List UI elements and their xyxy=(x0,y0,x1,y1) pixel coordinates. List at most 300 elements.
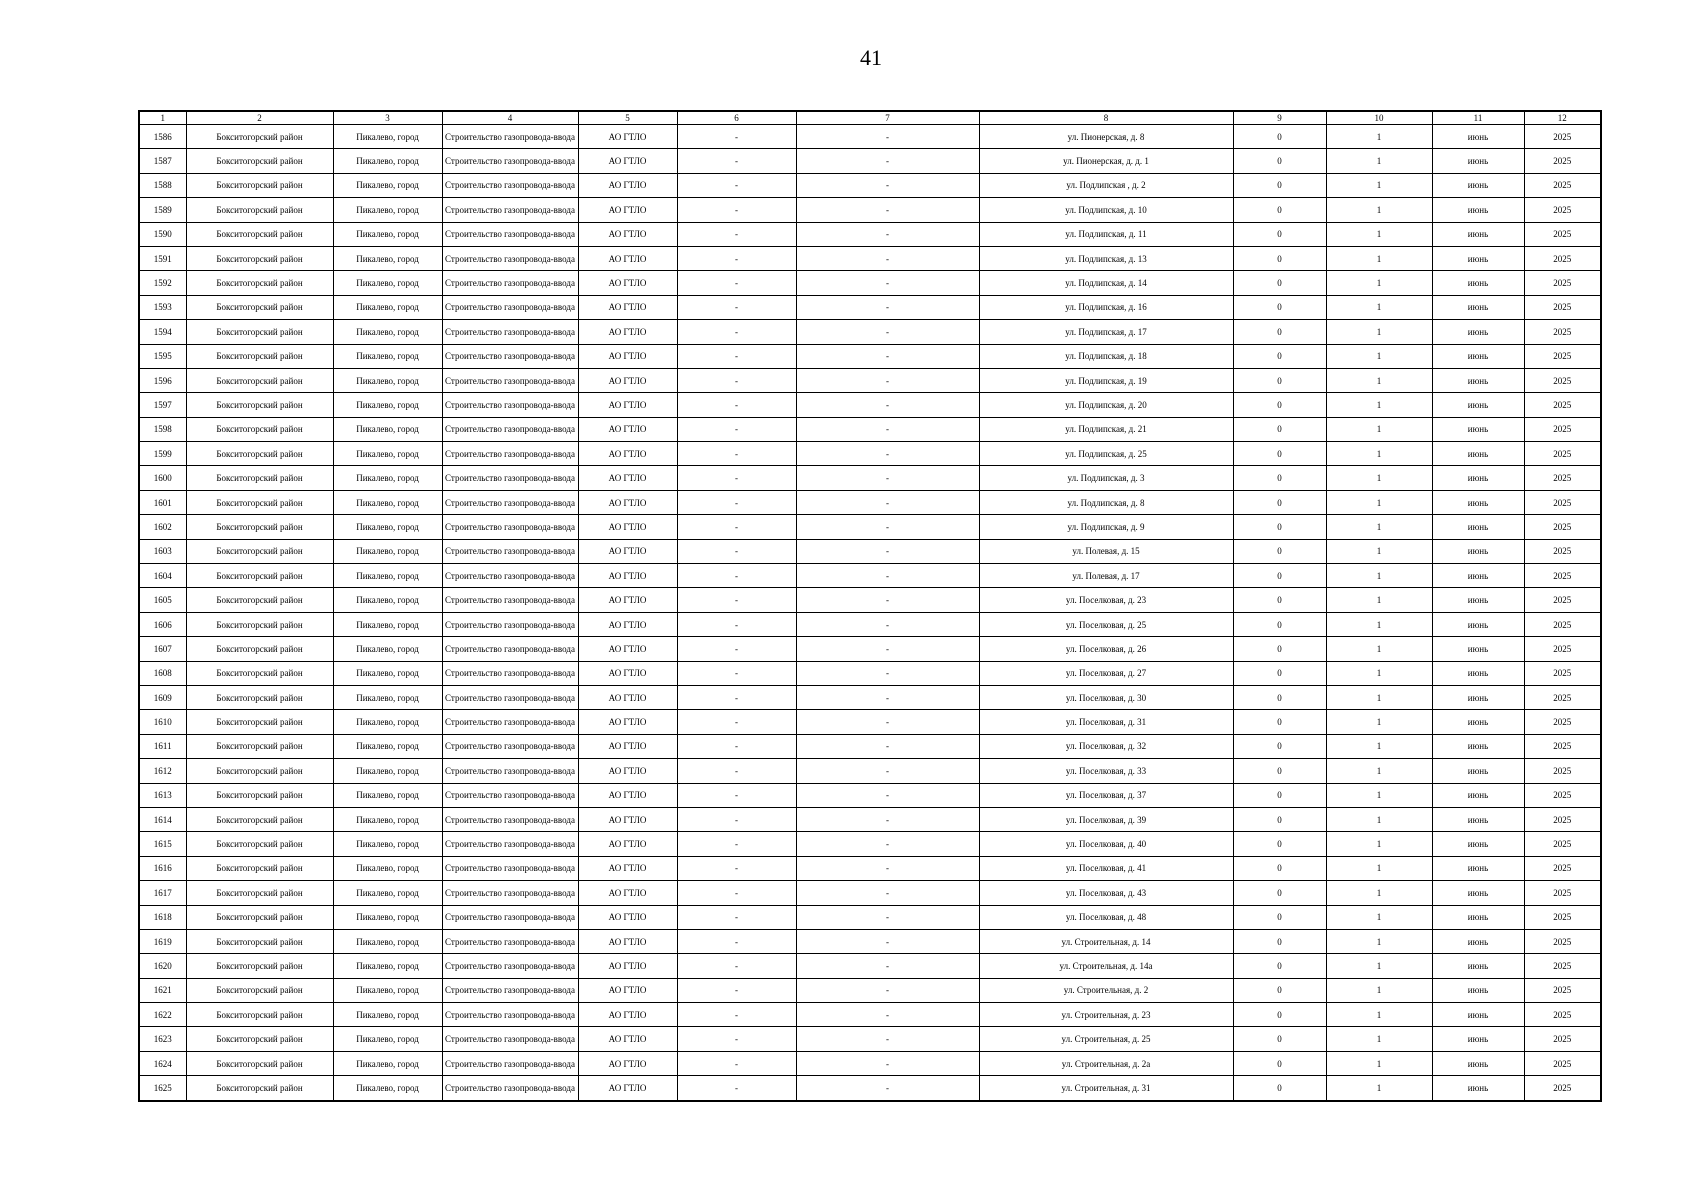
cell-col-10: 1 xyxy=(1326,368,1432,392)
cell-col-6: - xyxy=(677,685,796,709)
cell-work-type: Строительство газопровода-ввода xyxy=(442,490,578,514)
cell-col-7: - xyxy=(796,783,979,807)
column-header-4: 4 xyxy=(442,111,578,125)
cell-col-9: 0 xyxy=(1233,295,1326,319)
cell-settlement: Пикалево, город xyxy=(333,344,442,368)
cell-col-10: 1 xyxy=(1326,807,1432,831)
cell-col-7: - xyxy=(796,685,979,709)
cell-col-10: 1 xyxy=(1326,759,1432,783)
cell-col-7: - xyxy=(796,198,979,222)
cell-col-10: 1 xyxy=(1326,1027,1432,1051)
cell-settlement: Пикалево, город xyxy=(333,149,442,173)
cell-address: ул. Поселковая, д. 30 xyxy=(979,685,1233,709)
cell-col-9: 0 xyxy=(1233,588,1326,612)
cell-col-10: 1 xyxy=(1326,978,1432,1002)
cell-district: Бокситогорский район xyxy=(186,612,333,636)
cell-settlement: Пикалево, город xyxy=(333,612,442,636)
table-row xyxy=(139,149,1601,173)
cell-organization: АО ГТЛО xyxy=(578,734,677,758)
table-row xyxy=(139,588,1601,612)
cell-work-type: Строительство газопровода-ввода xyxy=(442,442,578,466)
table-row xyxy=(139,1003,1601,1027)
cell-organization: АО ГТЛО xyxy=(578,539,677,563)
cell-organization: АО ГТЛО xyxy=(578,905,677,929)
cell-month: июнь xyxy=(1432,1027,1524,1051)
cell-col-6: - xyxy=(677,271,796,295)
table-row xyxy=(139,320,1601,344)
cell-organization: АО ГТЛО xyxy=(578,881,677,905)
cell-district: Бокситогорский район xyxy=(186,1003,333,1027)
column-header-12: 12 xyxy=(1524,111,1601,125)
cell-row-number: 1617 xyxy=(139,881,186,905)
cell-district: Бокситогорский район xyxy=(186,466,333,490)
cell-address: ул. Строительная, д. 14 xyxy=(979,929,1233,953)
table-row xyxy=(139,734,1601,758)
cell-year: 2025 xyxy=(1524,125,1601,149)
cell-settlement: Пикалево, город xyxy=(333,661,442,685)
cell-district: Бокситогорский район xyxy=(186,710,333,734)
cell-col-6: - xyxy=(677,173,796,197)
cell-settlement: Пикалево, город xyxy=(333,515,442,539)
cell-month: июнь xyxy=(1432,1076,1524,1101)
cell-month: июнь xyxy=(1432,442,1524,466)
cell-year: 2025 xyxy=(1524,246,1601,270)
cell-col-7: - xyxy=(796,710,979,734)
cell-address: ул. Подлипская, д. 17 xyxy=(979,320,1233,344)
cell-settlement: Пикалево, город xyxy=(333,905,442,929)
cell-address: ул. Пионерская, д. 8 xyxy=(979,125,1233,149)
cell-col-6: - xyxy=(677,320,796,344)
cell-row-number: 1609 xyxy=(139,685,186,709)
cell-district: Бокситогорский район xyxy=(186,515,333,539)
table-row xyxy=(139,490,1601,514)
cell-organization: АО ГТЛО xyxy=(578,442,677,466)
cell-district: Бокситогорский район xyxy=(186,417,333,441)
cell-organization: АО ГТЛО xyxy=(578,954,677,978)
cell-organization: АО ГТЛО xyxy=(578,1076,677,1101)
cell-address: ул. Поселковая, д. 33 xyxy=(979,759,1233,783)
cell-work-type: Строительство газопровода-ввода xyxy=(442,1051,578,1075)
cell-col-9: 0 xyxy=(1233,783,1326,807)
cell-col-9: 0 xyxy=(1233,222,1326,246)
cell-col-9: 0 xyxy=(1233,393,1326,417)
table-row xyxy=(139,1051,1601,1075)
cell-settlement: Пикалево, город xyxy=(333,685,442,709)
cell-settlement: Пикалево, город xyxy=(333,734,442,758)
cell-year: 2025 xyxy=(1524,564,1601,588)
cell-address: ул. Подлипская, д. 3 xyxy=(979,466,1233,490)
cell-col-6: - xyxy=(677,1003,796,1027)
cell-year: 2025 xyxy=(1524,1076,1601,1101)
cell-col-7: - xyxy=(796,490,979,514)
cell-row-number: 1602 xyxy=(139,515,186,539)
cell-year: 2025 xyxy=(1524,612,1601,636)
cell-month: июнь xyxy=(1432,246,1524,270)
cell-col-10: 1 xyxy=(1326,466,1432,490)
table-row xyxy=(139,368,1601,392)
cell-col-6: - xyxy=(677,661,796,685)
cell-col-6: - xyxy=(677,149,796,173)
cell-month: июнь xyxy=(1432,1003,1524,1027)
cell-col-7: - xyxy=(796,442,979,466)
cell-col-6: - xyxy=(677,881,796,905)
cell-year: 2025 xyxy=(1524,588,1601,612)
cell-col-10: 1 xyxy=(1326,1003,1432,1027)
cell-col-7: - xyxy=(796,856,979,880)
column-header-7: 7 xyxy=(796,111,979,125)
cell-month: июнь xyxy=(1432,588,1524,612)
cell-col-7: - xyxy=(796,637,979,661)
cell-organization: АО ГТЛО xyxy=(578,466,677,490)
cell-month: июнь xyxy=(1432,783,1524,807)
cell-address: ул. Подлипская, д. 14 xyxy=(979,271,1233,295)
cell-address: ул. Поселковая, д. 23 xyxy=(979,588,1233,612)
cell-col-9: 0 xyxy=(1233,1027,1326,1051)
cell-work-type: Строительство газопровода-ввода xyxy=(442,929,578,953)
cell-col-7: - xyxy=(796,881,979,905)
data-table xyxy=(138,110,1602,1102)
cell-work-type: Строительство газопровода-ввода xyxy=(442,710,578,734)
column-header-3: 3 xyxy=(333,111,442,125)
cell-row-number: 1614 xyxy=(139,807,186,831)
table-row xyxy=(139,222,1601,246)
table-row xyxy=(139,125,1601,149)
cell-col-7: - xyxy=(796,246,979,270)
cell-organization: АО ГТЛО xyxy=(578,320,677,344)
cell-organization: АО ГТЛО xyxy=(578,515,677,539)
cell-address: ул. Поселковая, д. 48 xyxy=(979,905,1233,929)
cell-organization: АО ГТЛО xyxy=(578,612,677,636)
cell-month: июнь xyxy=(1432,661,1524,685)
cell-work-type: Строительство газопровода-ввода xyxy=(442,149,578,173)
cell-col-9: 0 xyxy=(1233,1076,1326,1101)
cell-month: июнь xyxy=(1432,832,1524,856)
cell-col-10: 1 xyxy=(1326,344,1432,368)
cell-district: Бокситогорский район xyxy=(186,661,333,685)
cell-settlement: Пикалево, город xyxy=(333,1003,442,1027)
cell-work-type: Строительство газопровода-ввода xyxy=(442,588,578,612)
cell-month: июнь xyxy=(1432,564,1524,588)
table-row xyxy=(139,954,1601,978)
cell-year: 2025 xyxy=(1524,222,1601,246)
cell-col-10: 1 xyxy=(1326,271,1432,295)
cell-col-6: - xyxy=(677,564,796,588)
column-header-2: 2 xyxy=(186,111,333,125)
cell-work-type: Строительство газопровода-ввода xyxy=(442,783,578,807)
cell-organization: АО ГТЛО xyxy=(578,1003,677,1027)
cell-col-7: - xyxy=(796,807,979,831)
cell-work-type: Строительство газопровода-ввода xyxy=(442,368,578,392)
cell-month: июнь xyxy=(1432,490,1524,514)
cell-col-7: - xyxy=(796,466,979,490)
cell-col-6: - xyxy=(677,368,796,392)
cell-col-9: 0 xyxy=(1233,710,1326,734)
cell-organization: АО ГТЛО xyxy=(578,807,677,831)
cell-col-7: - xyxy=(796,832,979,856)
cell-settlement: Пикалево, город xyxy=(333,759,442,783)
table-row xyxy=(139,637,1601,661)
cell-address: ул. Поселковая, д. 37 xyxy=(979,783,1233,807)
table-row xyxy=(139,759,1601,783)
cell-col-10: 1 xyxy=(1326,832,1432,856)
cell-address: ул. Поселковая, д. 26 xyxy=(979,637,1233,661)
cell-col-6: - xyxy=(677,588,796,612)
cell-district: Бокситогорский район xyxy=(186,125,333,149)
table-header xyxy=(139,111,1601,125)
cell-district: Бокситогорский район xyxy=(186,222,333,246)
cell-year: 2025 xyxy=(1524,661,1601,685)
cell-col-9: 0 xyxy=(1233,1051,1326,1075)
cell-month: июнь xyxy=(1432,978,1524,1002)
table-row xyxy=(139,393,1601,417)
table-row xyxy=(139,832,1601,856)
cell-col-6: - xyxy=(677,978,796,1002)
cell-year: 2025 xyxy=(1524,1003,1601,1027)
cell-year: 2025 xyxy=(1524,881,1601,905)
cell-year: 2025 xyxy=(1524,759,1601,783)
cell-work-type: Строительство газопровода-ввода xyxy=(442,1076,578,1101)
cell-district: Бокситогорский район xyxy=(186,856,333,880)
cell-col-10: 1 xyxy=(1326,881,1432,905)
cell-settlement: Пикалево, город xyxy=(333,637,442,661)
cell-work-type: Строительство газопровода-ввода xyxy=(442,661,578,685)
cell-col-10: 1 xyxy=(1326,1051,1432,1075)
cell-district: Бокситогорский район xyxy=(186,954,333,978)
cell-year: 2025 xyxy=(1524,637,1601,661)
cell-year: 2025 xyxy=(1524,685,1601,709)
cell-col-6: - xyxy=(677,856,796,880)
cell-district: Бокситогорский район xyxy=(186,1027,333,1051)
cell-col-10: 1 xyxy=(1326,734,1432,758)
cell-row-number: 1593 xyxy=(139,295,186,319)
cell-col-6: - xyxy=(677,832,796,856)
cell-work-type: Строительство газопровода-ввода xyxy=(442,1003,578,1027)
cell-year: 2025 xyxy=(1524,1027,1601,1051)
cell-col-6: - xyxy=(677,125,796,149)
cell-year: 2025 xyxy=(1524,954,1601,978)
cell-district: Бокситогорский район xyxy=(186,271,333,295)
cell-settlement: Пикалево, город xyxy=(333,320,442,344)
table-body xyxy=(139,125,1601,1101)
cell-work-type: Строительство газопровода-ввода xyxy=(442,515,578,539)
cell-col-6: - xyxy=(677,905,796,929)
cell-district: Бокситогорский район xyxy=(186,929,333,953)
cell-year: 2025 xyxy=(1524,929,1601,953)
cell-month: июнь xyxy=(1432,612,1524,636)
cell-col-6: - xyxy=(677,1076,796,1101)
cell-settlement: Пикалево, город xyxy=(333,929,442,953)
table-row xyxy=(139,417,1601,441)
cell-month: июнь xyxy=(1432,856,1524,880)
cell-settlement: Пикалево, город xyxy=(333,978,442,1002)
cell-district: Бокситогорский район xyxy=(186,539,333,563)
cell-district: Бокситогорский район xyxy=(186,588,333,612)
cell-address: ул. Строительная, д. 25 xyxy=(979,1027,1233,1051)
cell-month: июнь xyxy=(1432,637,1524,661)
cell-row-number: 1588 xyxy=(139,173,186,197)
cell-work-type: Строительство газопровода-ввода xyxy=(442,612,578,636)
cell-col-6: - xyxy=(677,710,796,734)
cell-district: Бокситогорский район xyxy=(186,1051,333,1075)
cell-address: ул. Подлипская, д. 25 xyxy=(979,442,1233,466)
cell-address: ул. Поселковая, д. 25 xyxy=(979,612,1233,636)
cell-col-6: - xyxy=(677,466,796,490)
cell-col-7: - xyxy=(796,222,979,246)
cell-district: Бокситогорский район xyxy=(186,490,333,514)
cell-work-type: Строительство газопровода-ввода xyxy=(442,978,578,1002)
cell-row-number: 1586 xyxy=(139,125,186,149)
cell-col-10: 1 xyxy=(1326,685,1432,709)
cell-col-9: 0 xyxy=(1233,807,1326,831)
cell-col-7: - xyxy=(796,588,979,612)
cell-col-9: 0 xyxy=(1233,173,1326,197)
cell-col-10: 1 xyxy=(1326,588,1432,612)
cell-col-10: 1 xyxy=(1326,637,1432,661)
cell-col-7: - xyxy=(796,661,979,685)
cell-settlement: Пикалево, город xyxy=(333,539,442,563)
cell-year: 2025 xyxy=(1524,442,1601,466)
cell-year: 2025 xyxy=(1524,466,1601,490)
cell-col-6: - xyxy=(677,344,796,368)
cell-month: июнь xyxy=(1432,417,1524,441)
cell-col-10: 1 xyxy=(1326,661,1432,685)
table-row xyxy=(139,442,1601,466)
cell-work-type: Строительство газопровода-ввода xyxy=(442,905,578,929)
cell-col-7: - xyxy=(796,173,979,197)
table-row xyxy=(139,978,1601,1002)
table-row xyxy=(139,295,1601,319)
cell-district: Бокситогорский район xyxy=(186,759,333,783)
cell-district: Бокситогорский район xyxy=(186,295,333,319)
cell-col-10: 1 xyxy=(1326,564,1432,588)
cell-address: ул. Поселковая, д. 39 xyxy=(979,807,1233,831)
cell-col-10: 1 xyxy=(1326,173,1432,197)
cell-col-10: 1 xyxy=(1326,954,1432,978)
cell-address: ул. Подлипская, д. 18 xyxy=(979,344,1233,368)
cell-settlement: Пикалево, город xyxy=(333,832,442,856)
table-row xyxy=(139,515,1601,539)
cell-month: июнь xyxy=(1432,734,1524,758)
cell-col-10: 1 xyxy=(1326,539,1432,563)
cell-address: ул. Подлипская, д. 9 xyxy=(979,515,1233,539)
cell-address: ул. Пионерская, д. д. 1 xyxy=(979,149,1233,173)
cell-work-type: Строительство газопровода-ввода xyxy=(442,344,578,368)
table-row xyxy=(139,685,1601,709)
cell-district: Бокситогорский район xyxy=(186,173,333,197)
column-header-6: 6 xyxy=(677,111,796,125)
table-row xyxy=(139,612,1601,636)
cell-row-number: 1598 xyxy=(139,417,186,441)
cell-col-7: - xyxy=(796,1076,979,1101)
cell-month: июнь xyxy=(1432,881,1524,905)
cell-col-6: - xyxy=(677,417,796,441)
cell-col-7: - xyxy=(796,368,979,392)
cell-col-7: - xyxy=(796,564,979,588)
cell-address: ул. Подлипская, д. 21 xyxy=(979,417,1233,441)
cell-col-9: 0 xyxy=(1233,246,1326,270)
cell-year: 2025 xyxy=(1524,271,1601,295)
table-row xyxy=(139,173,1601,197)
cell-district: Бокситогорский район xyxy=(186,881,333,905)
cell-address: ул. Строительная, д. 31 xyxy=(979,1076,1233,1101)
cell-organization: АО ГТЛО xyxy=(578,271,677,295)
cell-row-number: 1596 xyxy=(139,368,186,392)
cell-col-9: 0 xyxy=(1233,734,1326,758)
cell-settlement: Пикалево, город xyxy=(333,954,442,978)
cell-row-number: 1606 xyxy=(139,612,186,636)
cell-settlement: Пикалево, город xyxy=(333,807,442,831)
cell-district: Бокситогорский район xyxy=(186,344,333,368)
cell-month: июнь xyxy=(1432,271,1524,295)
cell-settlement: Пикалево, город xyxy=(333,466,442,490)
cell-row-number: 1589 xyxy=(139,198,186,222)
cell-month: июнь xyxy=(1432,685,1524,709)
cell-address: ул. Подлипская , д. 2 xyxy=(979,173,1233,197)
cell-district: Бокситогорский район xyxy=(186,246,333,270)
cell-row-number: 1599 xyxy=(139,442,186,466)
cell-col-6: - xyxy=(677,783,796,807)
cell-work-type: Строительство газопровода-ввода xyxy=(442,320,578,344)
cell-col-9: 0 xyxy=(1233,198,1326,222)
cell-col-9: 0 xyxy=(1233,125,1326,149)
cell-organization: АО ГТЛО xyxy=(578,856,677,880)
cell-col-9: 0 xyxy=(1233,1003,1326,1027)
cell-settlement: Пикалево, город xyxy=(333,417,442,441)
cell-year: 2025 xyxy=(1524,710,1601,734)
cell-row-number: 1623 xyxy=(139,1027,186,1051)
cell-district: Бокситогорский район xyxy=(186,198,333,222)
cell-organization: АО ГТЛО xyxy=(578,344,677,368)
cell-year: 2025 xyxy=(1524,905,1601,929)
cell-col-7: - xyxy=(796,734,979,758)
cell-organization: АО ГТЛО xyxy=(578,832,677,856)
cell-col-7: - xyxy=(796,759,979,783)
cell-col-6: - xyxy=(677,393,796,417)
cell-settlement: Пикалево, город xyxy=(333,1027,442,1051)
cell-col-9: 0 xyxy=(1233,442,1326,466)
column-header-10: 10 xyxy=(1326,111,1432,125)
cell-col-7: - xyxy=(796,1051,979,1075)
cell-work-type: Строительство газопровода-ввода xyxy=(442,637,578,661)
cell-col-10: 1 xyxy=(1326,417,1432,441)
cell-organization: АО ГТЛО xyxy=(578,417,677,441)
cell-col-10: 1 xyxy=(1326,442,1432,466)
cell-month: июнь xyxy=(1432,466,1524,490)
cell-work-type: Строительство газопровода-ввода xyxy=(442,246,578,270)
cell-settlement: Пикалево, город xyxy=(333,588,442,612)
cell-organization: АО ГТЛО xyxy=(578,393,677,417)
cell-month: июнь xyxy=(1432,173,1524,197)
cell-col-10: 1 xyxy=(1326,710,1432,734)
cell-col-9: 0 xyxy=(1233,344,1326,368)
cell-col-9: 0 xyxy=(1233,832,1326,856)
table-row xyxy=(139,905,1601,929)
table-row xyxy=(139,710,1601,734)
table-row xyxy=(139,783,1601,807)
cell-col-9: 0 xyxy=(1233,978,1326,1002)
cell-district: Бокситогорский район xyxy=(186,978,333,1002)
cell-row-number: 1592 xyxy=(139,271,186,295)
cell-district: Бокситогорский район xyxy=(186,832,333,856)
cell-col-6: - xyxy=(677,612,796,636)
cell-row-number: 1620 xyxy=(139,954,186,978)
cell-work-type: Строительство газопровода-ввода xyxy=(442,954,578,978)
cell-district: Бокситогорский район xyxy=(186,320,333,344)
cell-work-type: Строительство газопровода-ввода xyxy=(442,271,578,295)
cell-month: июнь xyxy=(1432,954,1524,978)
cell-row-number: 1605 xyxy=(139,588,186,612)
cell-col-6: - xyxy=(677,929,796,953)
